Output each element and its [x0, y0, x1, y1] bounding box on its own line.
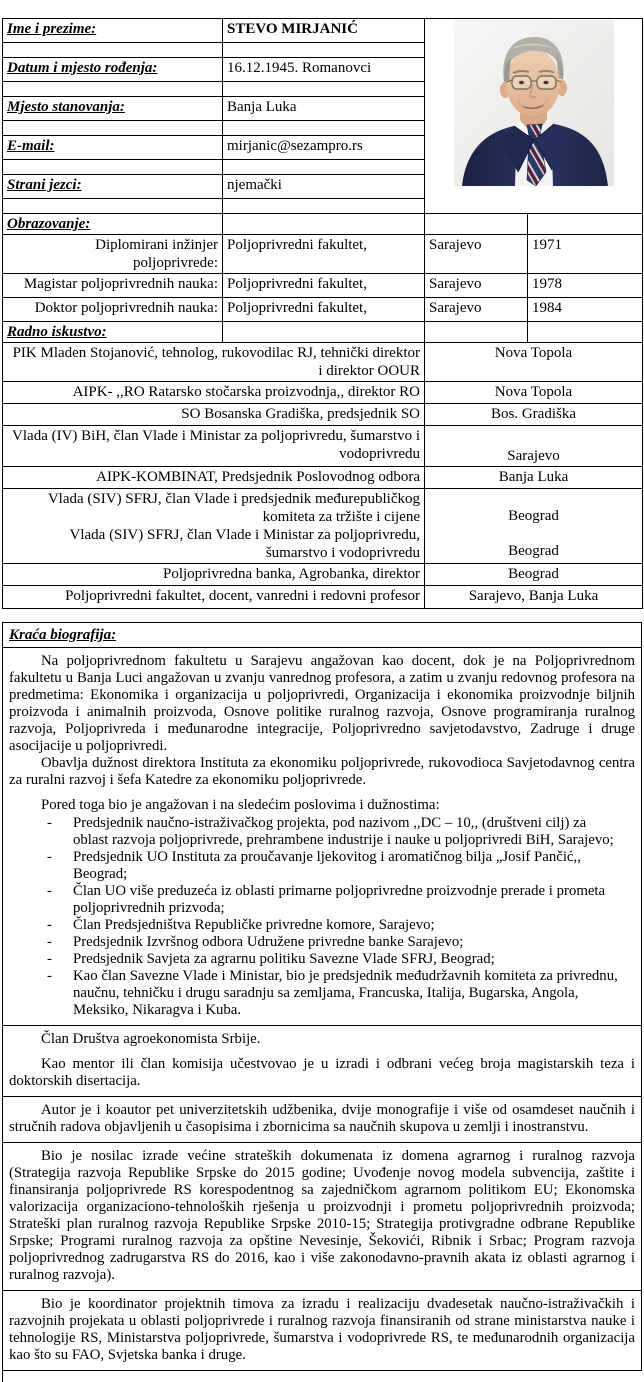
experience-row — [3, 586, 643, 609]
city: Sarajevo — [425, 274, 528, 298]
degree: Magistar poljoprivrednih nauka: — [3, 274, 223, 298]
short-bio-heading: Kraća biografija: — [9, 627, 117, 643]
bullet-marker: - — [47, 883, 52, 899]
bio-bullet — [47, 849, 635, 883]
experience-row — [3, 382, 643, 404]
experience-description: Poljoprivredna banka, Agrobanka, direktor — [3, 564, 425, 586]
bullet-marker: - — [47, 968, 52, 984]
experience-place: Beograd — [425, 564, 643, 586]
experience-section-label: Radno iskustvo: — [3, 322, 223, 343]
bio-paragraph: Kao mentor ili član komisija učestvovao je u izradi i odbrani većeg broja magistarskih teza i doktorskih disertacija. — [9, 1056, 635, 1089]
bullet-text: Predsjednik Savjeta za agrarnu politiku Savezne Vlade SFRJ, Beograd; — [73, 951, 495, 967]
membership-box — [2, 1025, 642, 1097]
languages-label: Strani jezci: — [3, 175, 223, 199]
bio-bullet — [47, 934, 635, 951]
next-box-stub — [2, 1371, 641, 1382]
education-row — [3, 274, 643, 298]
bio-paragraph: Obavlja dužnost direktora Instituta za ekonomiku poljoprivrede, rukovodioca Savjetodavnog centra za ruralni razvoj i šefa Katedre za ekonomiku poljoprivrede. — [9, 755, 635, 788]
experience-row — [3, 404, 643, 426]
bio-paragraph: Član Društva agroekonomista Srbije. — [41, 1031, 261, 1047]
email-value: mirjanic@sezampro.rs — [223, 136, 425, 160]
bullet-marker: - — [47, 934, 52, 950]
experience-description: AIPK- ,,RO Ratarsko stočarska proizvodnja,, direktor RO — [3, 382, 425, 404]
year: 1978 — [528, 274, 643, 298]
experience-place: Nova Topola — [425, 382, 643, 404]
experience-description: Vlada (SIV) SFRJ, član Vlade i predsjednik međurepubličkog komiteta za tržište i cijene — [47, 491, 420, 525]
experience-description: PIK Mladen Stojanović, tehnolog, rukovodilac RJ, tehnički direktor i direktor OOUR — [3, 343, 425, 382]
year: 1984 — [528, 298, 643, 322]
experience-place: Banja Luka — [425, 467, 643, 489]
city: Sarajevo — [425, 298, 528, 322]
birth-value: 16.12.1945. Romanovci — [223, 58, 425, 82]
bio-paragraph: Bio je nosilac izrade većine strateških dokumenata iz domena agrarnog i ruralnog razvoja (Strategija razvoja Republike Srpske do 2015 godine; Uvođenje novog modela subvencija, zaštite i finansiranja poljoprivrede RS korespodentnog sa zajedničkom agrarnom politikom EU; Ekonomska valorizacija organizaciono-tehnoloških rješenja u proizvodnji i prometu poljoprivrednih proizvoda; Strateški plan ruralnog razvoja Republike Srpske 2010-15; Strategija protivgradne odbrane Republike Srpske; Programi ruralnog razvoja za opštine Nevesinje, Šekovići, Ribnik i Srbac; Program razvoja poljoprivrednog zadrugarstva RS do 2016, kao i više zakonodavno-pravnih akata iz oblasti agrarnog i ruralnog razvoja). — [9, 1148, 635, 1283]
bullet-text: Predsjednik naučno-istraživačkog projekta, pod nazivom ,,DC – 10,, (društveni cilj) za oblast razvoja poljoprivrede, prehrambene industrije i nauke u poljoprivredi BiH, Sarajevo; — [73, 815, 614, 848]
experience-section-row — [3, 322, 643, 343]
year: 1971 — [528, 235, 643, 274]
bio-bullet — [47, 883, 635, 917]
experience-place: Beograd — [508, 543, 559, 559]
bio-bullet — [47, 815, 635, 849]
experience-description: SO Bosanska Gradiška, predsjednik SO — [3, 404, 425, 426]
experience-row — [3, 343, 643, 382]
bio-bullet-list — [47, 815, 635, 1019]
birth-label: Datum i mjesto rođenja: — [3, 58, 223, 82]
experience-row — [3, 489, 643, 564]
strategic-documents-box — [2, 1142, 642, 1291]
education-row — [3, 298, 643, 322]
experience-place: Beograd — [508, 508, 559, 524]
bullet-marker: - — [47, 951, 52, 967]
experience-row — [3, 467, 643, 489]
degree: Diplomirani inžinjer poljoprivrede: — [3, 235, 223, 274]
name-value: STEVO MIRJANIĆ — [223, 19, 425, 43]
experience-description: Vlada (IV) BiH, član Vlade i Ministar za poljoprivredu, šumarstvo i vodoprivredu — [3, 426, 425, 467]
institution: Poljoprivredni fakultet, — [223, 298, 425, 322]
residence-value: Banja Luka — [223, 97, 425, 121]
bio-bullet — [47, 968, 635, 1019]
residence-label: Mjesto stanovanja: — [3, 97, 223, 121]
cv-info-table — [2, 18, 643, 609]
portrait-photo — [425, 19, 643, 214]
languages-value: njemački — [223, 175, 425, 199]
bio-paragraph: Na poljoprivrednom fakultetu u Sarajevu angažovan kao docent, dok je na Poljoprivrednom fakultetu u Banja Luci angažovan u zvanju vanrednog profesora, a zatim u zvanju redovnog profesora na predmetima: Ekonomika i organizacija u poljoprivredi, Organizacija i ekonomika proizvodnje biljnih proizvoda i animalnih proizvoda, Osnove politike ruralnog razvoja, Osnove programiranja ruralnog razvoja, Poljoprivreda i međunarodne integracije, Poljoprivredno savjetodavstvo, Zadruge i druge asocijacije u poljoprivredi. — [9, 653, 635, 754]
experience-description: Vlada (SIV) SFRJ, član Vlade i Ministar za poljoprivredu, šumarstvo i vodoprivredu — [69, 527, 420, 561]
bullet-text: Predsjednik Izvršnog odbora Udružene privredne banke Sarajevo; — [73, 934, 464, 950]
portrait-photo-graphic — [454, 20, 614, 186]
experience-description: AIPK-KOMBINAT, Predsjednik Poslovodnog odbora — [3, 467, 425, 489]
short-bio-main-box — [2, 647, 642, 1026]
bio-bullet — [47, 951, 635, 968]
bio-paragraph: Autor je i koautor pet univerzitetskih udžbenika, dvije monografije i više od osamdeset naučnih i stručnih radova objavljenih u časopisima i zbornicima sa naučnih skupova u zemlji i inostranstvu. — [9, 1102, 635, 1135]
email-label: E-mail: — [3, 136, 223, 160]
bio-paragraph: Bio je koordinator projektnih timova za izradu i realizaciju dvadesetak naučno-istraživačkih i razvojnih projekata u oblasti poljoprivrede i ruralnog razvoja finansiranih od strane ministarstva nauke i tehnologije RS, Ministarstva poljoprivrede, šumarstva i vodoprivrede RS, te međunarodnih organizacija kao što su FAO, Svjetska banka i druge. — [9, 1296, 635, 1363]
city: Sarajevo — [425, 235, 528, 274]
experience-place: Sarajevo — [425, 426, 643, 467]
bullet-text: Kao član Savezne Vlade i Ministar, bio je predsjednik međudržavnih komiteta za privrednu, naučnu, tehničku i drugu saradnju sa zemljama, Francuska, Italija, Bugarska, Angola, Meksiko, Nikaragva i Kuba. — [73, 968, 618, 1018]
institution: Poljoprivredni fakultet, — [223, 235, 425, 274]
bio-bullet — [47, 917, 635, 934]
education-section-label: Obrazovanje: — [3, 214, 223, 235]
experience-row — [3, 564, 643, 586]
degree: Doktor poljoprivrednih nauka: — [3, 298, 223, 322]
bullet-text: Član Predsjedništva Republičke privredne komore, Sarajevo; — [73, 917, 435, 933]
experience-place: Sarajevo, Banja Luka — [425, 586, 643, 609]
bullet-text: Predsjednik UO Instituta za proučavanje ljekovitog i aromatičnog bilja „Josif Pančić,, Beograd; — [73, 849, 581, 882]
bullet-marker: - — [47, 849, 52, 865]
bio-paragraph: Pored toga bio je angažovan i na sledećim poslovima i dužnostima: — [41, 797, 440, 813]
institution: Poljoprivredni fakultet, — [223, 274, 425, 298]
bullet-text: Član UO više preduzeća iz oblasti primarne poljoprivredne proizvodnje prerade i prometa poljoprivrednih prizvoda; — [73, 883, 606, 916]
coordinator-box — [2, 1290, 642, 1371]
short-bio-heading-box — [2, 622, 642, 648]
bullet-marker: - — [47, 917, 52, 933]
bullet-marker: - — [47, 815, 52, 831]
experience-row — [3, 426, 643, 467]
education-section-row — [3, 214, 643, 235]
experience-place: Nova Topola — [425, 343, 643, 382]
experience-place: Bos. Gradiška — [425, 404, 643, 426]
education-row — [3, 235, 643, 274]
name-label: Ime i prezime: — [3, 19, 223, 43]
author-box — [2, 1096, 642, 1143]
experience-description: Poljoprivredni fakultet, docent, vanredni i redovni profesor — [3, 586, 425, 609]
